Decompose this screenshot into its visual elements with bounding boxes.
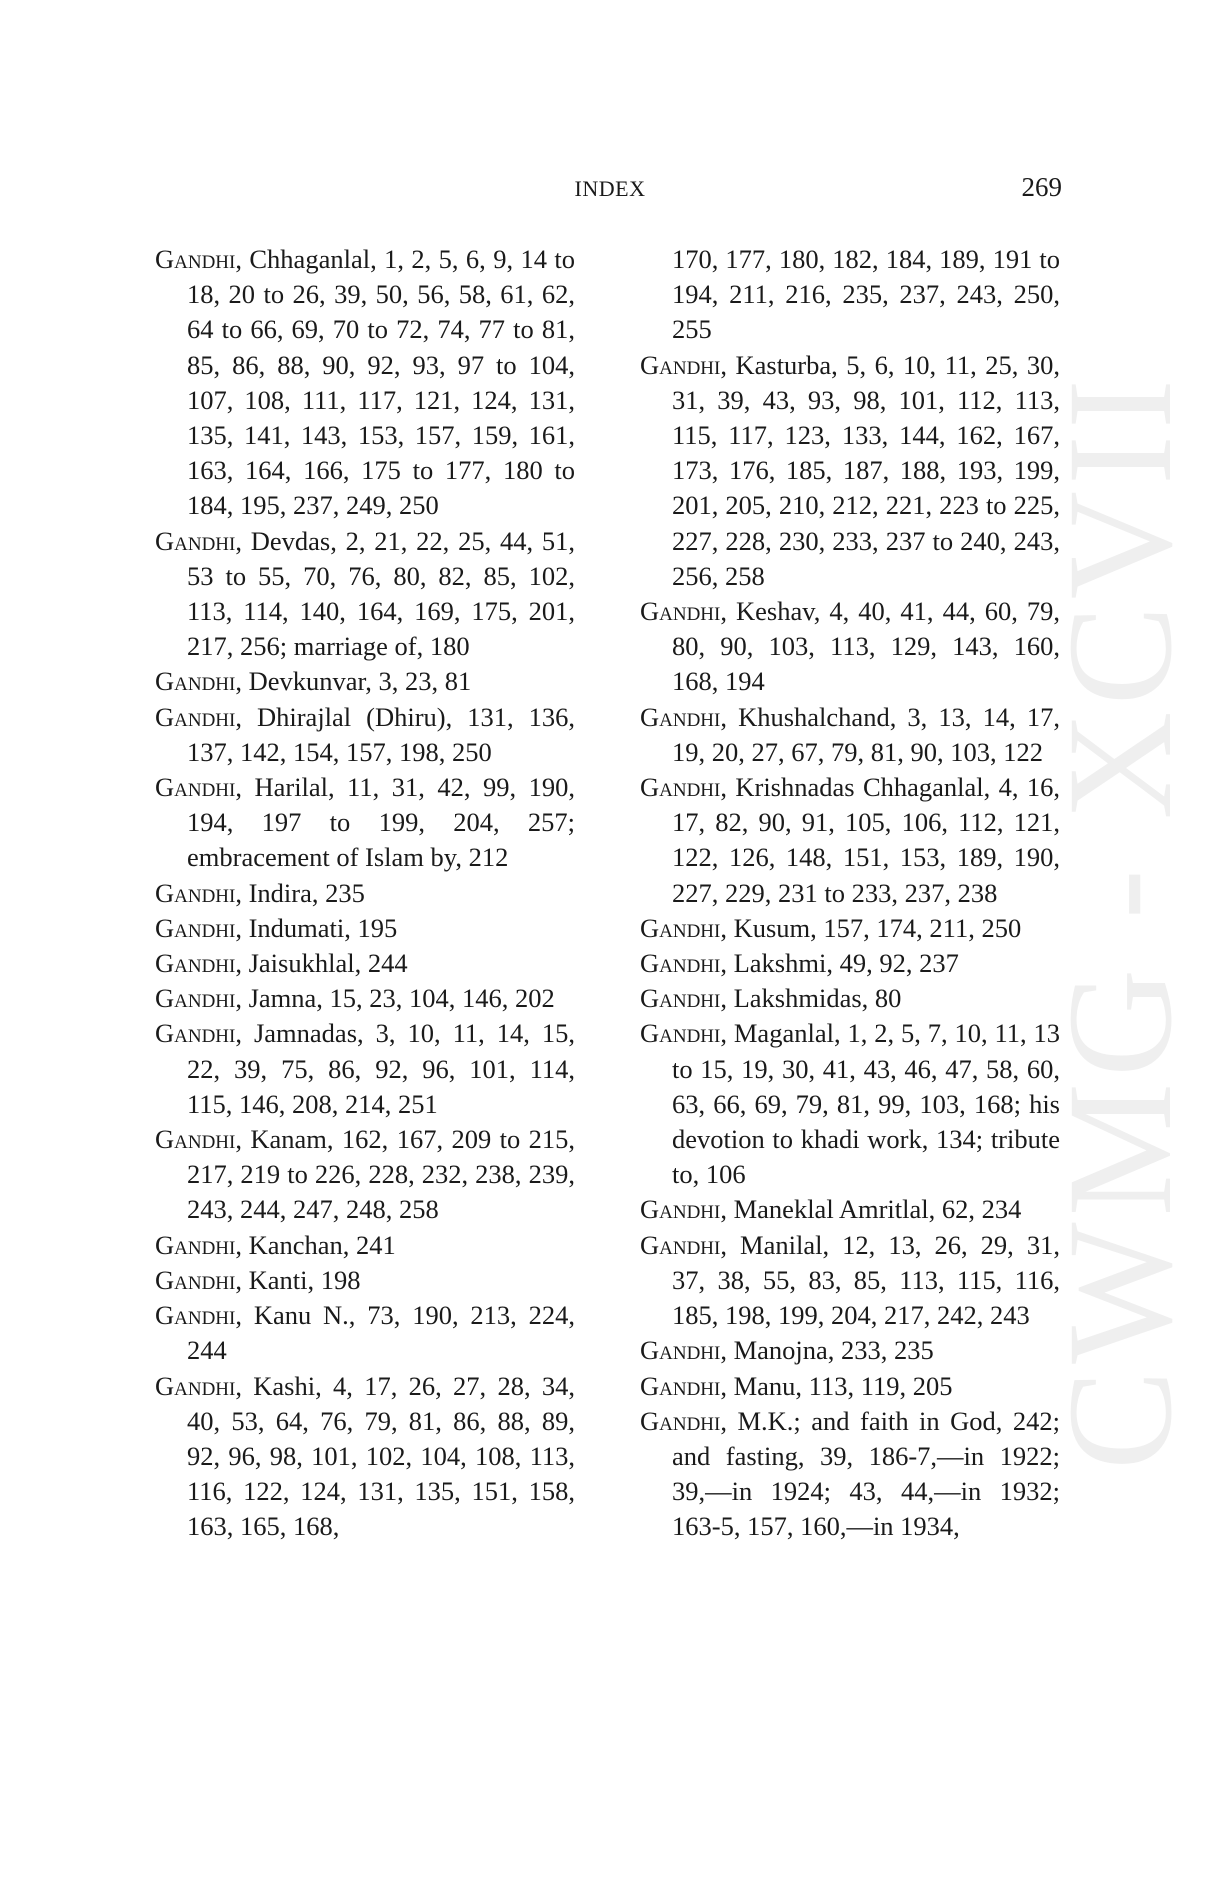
entry-references: , Maneklal Amritlal, 62, 234 [720, 1194, 1022, 1225]
entry-references: , Khushalchand, 3, 13, 14, 17, 19, 20, 27, 67, 79, 81, 90, 103, 122 [672, 701, 1060, 767]
entry-references: , Kanu N., 73, 190, 213, 224, 244 [187, 1300, 575, 1366]
entry-references: , Harilal, 11, 31, 42, 99, 190, 194, 197 to 199, 204, 257; embracement of Islam by, 212 [187, 772, 575, 873]
entry-surname: Gandhi [640, 1194, 721, 1225]
entry-references: , Manojna, 233, 235 [720, 1335, 934, 1366]
entry-surname: Gandhi [155, 525, 236, 556]
index-entry [640, 700, 1060, 770]
index-entry [640, 911, 1060, 946]
entry-references: , Manilal, 12, 13, 26, 29, 31, 37, 38, 55, 83, 85, 113, 115, 116, 185, 198, 199, 204, 217, 242, 243 [672, 1229, 1060, 1331]
entry-surname: Gandhi [155, 1300, 236, 1331]
index-entry [640, 348, 1060, 594]
entry-surname: Gandhi [155, 701, 236, 732]
index-entry [155, 770, 575, 876]
entry-references: , Krishnadas Chhaganlal, 4, 16, 17, 82, 90, 91, 105, 106, 112, 121, 122, 126, 148, 151, 153, 189, 190, 227, 229, 231 to 233, 237, 238 [672, 772, 1060, 908]
index-entry [155, 946, 575, 981]
entry-references: , Kanti, 198 [235, 1264, 361, 1295]
entry-surname: Gandhi [155, 1229, 236, 1260]
entry-references: , Jamnadas, 3, 10, 11, 14, 15, 22, 39, 75, 86, 92, 96, 101, 114, 115, 146, 208, 214, 251 [187, 1018, 575, 1119]
entry-references: , Devdas, 2, 21, 22, 25, 44, 51, 53 to 55, 70, 76, 80, 82, 85, 102, 113, 114, 140, 164, 169, 175, 201, 217, 256; marriage of, 180 [187, 525, 575, 662]
entry-surname: Gandhi [155, 1264, 236, 1295]
entry-references: , Indira, 235 [235, 877, 365, 908]
page-number: 269 [1021, 172, 1062, 202]
index-entry [155, 911, 575, 946]
entry-surname: Gandhi [155, 877, 236, 908]
index-entry [640, 1333, 1060, 1368]
entry-surname: Gandhi [155, 912, 236, 943]
entry-surname: Gandhi [640, 701, 721, 732]
watermark: CWMG - XCVII [1037, 373, 1203, 1470]
index-entry [155, 700, 575, 770]
entry-references: , M.K.; and faith in God, 242; and fasting, 39, 186-7,—in 1922; 39,—in 1924; 43, 44,—in 1932; 163-5, 157, 160,—in 1934, [672, 1405, 1060, 1542]
entry-surname: Gandhi [155, 666, 236, 697]
entry-surname: Gandhi [640, 1405, 721, 1436]
entry-surname: Gandhi [155, 948, 236, 979]
entry-surname: Gandhi [640, 1335, 721, 1366]
index-entry [640, 594, 1060, 700]
entry-references: , Keshav, 4, 40, 41, 44, 60, 79, 80, 90, 103, 113, 129, 143, 160, 168, 194 [672, 596, 1060, 697]
index-entry [155, 876, 575, 911]
entry-references: , Lakshmi, 49, 92, 237 [720, 948, 959, 979]
index-entry [155, 664, 575, 699]
continued-entry: 170, 177, 180, 182, 184, 189, 191 to 194, 211, 216, 235, 237, 243, 250, 255 [672, 244, 1060, 345]
entry-surname: Gandhi [155, 1124, 236, 1155]
entry-surname: Gandhi [640, 1229, 721, 1260]
index-column-left [155, 242, 575, 1545]
entry-surname: Gandhi [640, 948, 721, 979]
entry-surname: Gandhi [155, 983, 236, 1014]
index-entry [640, 1228, 1060, 1334]
entry-surname: Gandhi [155, 244, 236, 274]
entry-references: , Chhaganlal, 1, 2, 5, 6, 9, 14 to 18, 20 to 26, 39, 50, 56, 58, 61, 62, 64 to 66, 69, 70 to 72, 74, 77 to 81, 85, 86, 88, 90, 92, 93, 97 to 104, 107, 108, 111, 117, 121, 124, 131, 135, 141, 143, 153, 157, 159, 161, 163, 164, 166, 175 to 177, 180 to 184, 195, 237, 249, 250 [187, 244, 575, 521]
index-entry [640, 1369, 1060, 1404]
entry-references: , Jamna, 15, 23, 104, 146, 202 [235, 983, 555, 1014]
running-head: INDEX [574, 176, 646, 201]
index-entry [155, 1228, 575, 1263]
entry-references: , Jaisukhlal, 244 [235, 948, 408, 979]
entry-surname: Gandhi [640, 1370, 721, 1401]
entry-surname: Gandhi [640, 983, 721, 1014]
entry-references: , Maganlal, 1, 2, 5, 7, 10, 11, 13 to 15, 19, 30, 41, 43, 46, 47, 58, 60, 63, 66, 69, 79, 81, 99, 103, 168; his devotion to khadi work, 134; tribute to, 106 [672, 1018, 1060, 1190]
index-entry [155, 1263, 575, 1298]
entry-references: , Kanam, 162, 167, 209 to 215, 217, 219 to 226, 228, 232, 238, 239, 243, 244, 247, 248, 258 [187, 1124, 575, 1225]
index-entry [640, 770, 1060, 911]
index-entry [155, 1122, 575, 1228]
index-entry [155, 1016, 575, 1122]
index-entry [155, 1369, 575, 1545]
entry-surname: Gandhi [640, 1018, 721, 1049]
entry-references: , Lakshmidas, 80 [720, 983, 902, 1014]
index-entry [155, 981, 575, 1016]
entry-surname: Gandhi [640, 596, 721, 627]
entry-references: , Kashi, 4, 17, 26, 27, 28, 34, 40, 53, 64, 76, 79, 81, 86, 88, 89, 92, 96, 98, 101, 102, 104, 108, 113, 116, 122, 124, 131, 135, 151, 158, 163, 165, 168, [187, 1370, 575, 1542]
entry-references: , Dhirajlal (Dhiru), 131, 136, 137, 142, 154, 157, 198, 250 [187, 701, 575, 767]
entry-references: , Kusum, 157, 174, 211, 250 [720, 912, 1022, 943]
index-entry [640, 1016, 1060, 1192]
entry-surname: Gandhi [640, 912, 721, 943]
entry-references: , Kanchan, 241 [235, 1229, 396, 1260]
index-column-right [640, 242, 1060, 1545]
index-entry [640, 1404, 1060, 1545]
index-entry [640, 1192, 1060, 1227]
index-entry [640, 981, 1060, 1016]
entry-surname: Gandhi [155, 1018, 236, 1049]
entry-surname: Gandhi [640, 772, 721, 803]
index-entry [155, 242, 575, 524]
entry-surname: Gandhi [155, 1370, 236, 1401]
entry-references: , Kasturba, 5, 6, 10, 11, 25, 30, 31, 39, 43, 93, 98, 101, 112, 113, 115, 117, 123, 133, 144, 162, 167, 173, 176, 185, 187, 188, 193, 199, 201, 205, 210, 212, 221, 223 to 225, 227, 228, 230, 233, 237 to 240, 243, 256, 258 [672, 349, 1060, 591]
index-entry [155, 524, 575, 665]
entry-references: , Indumati, 195 [235, 912, 398, 943]
entry-surname: Gandhi [155, 772, 236, 803]
entry-surname: Gandhi [640, 349, 721, 380]
index-entry [155, 1298, 575, 1368]
index-entry [640, 946, 1060, 981]
entry-references: , Manu, 113, 119, 205 [720, 1370, 953, 1401]
entry-references: , Devkunvar, 3, 23, 81 [235, 666, 472, 697]
